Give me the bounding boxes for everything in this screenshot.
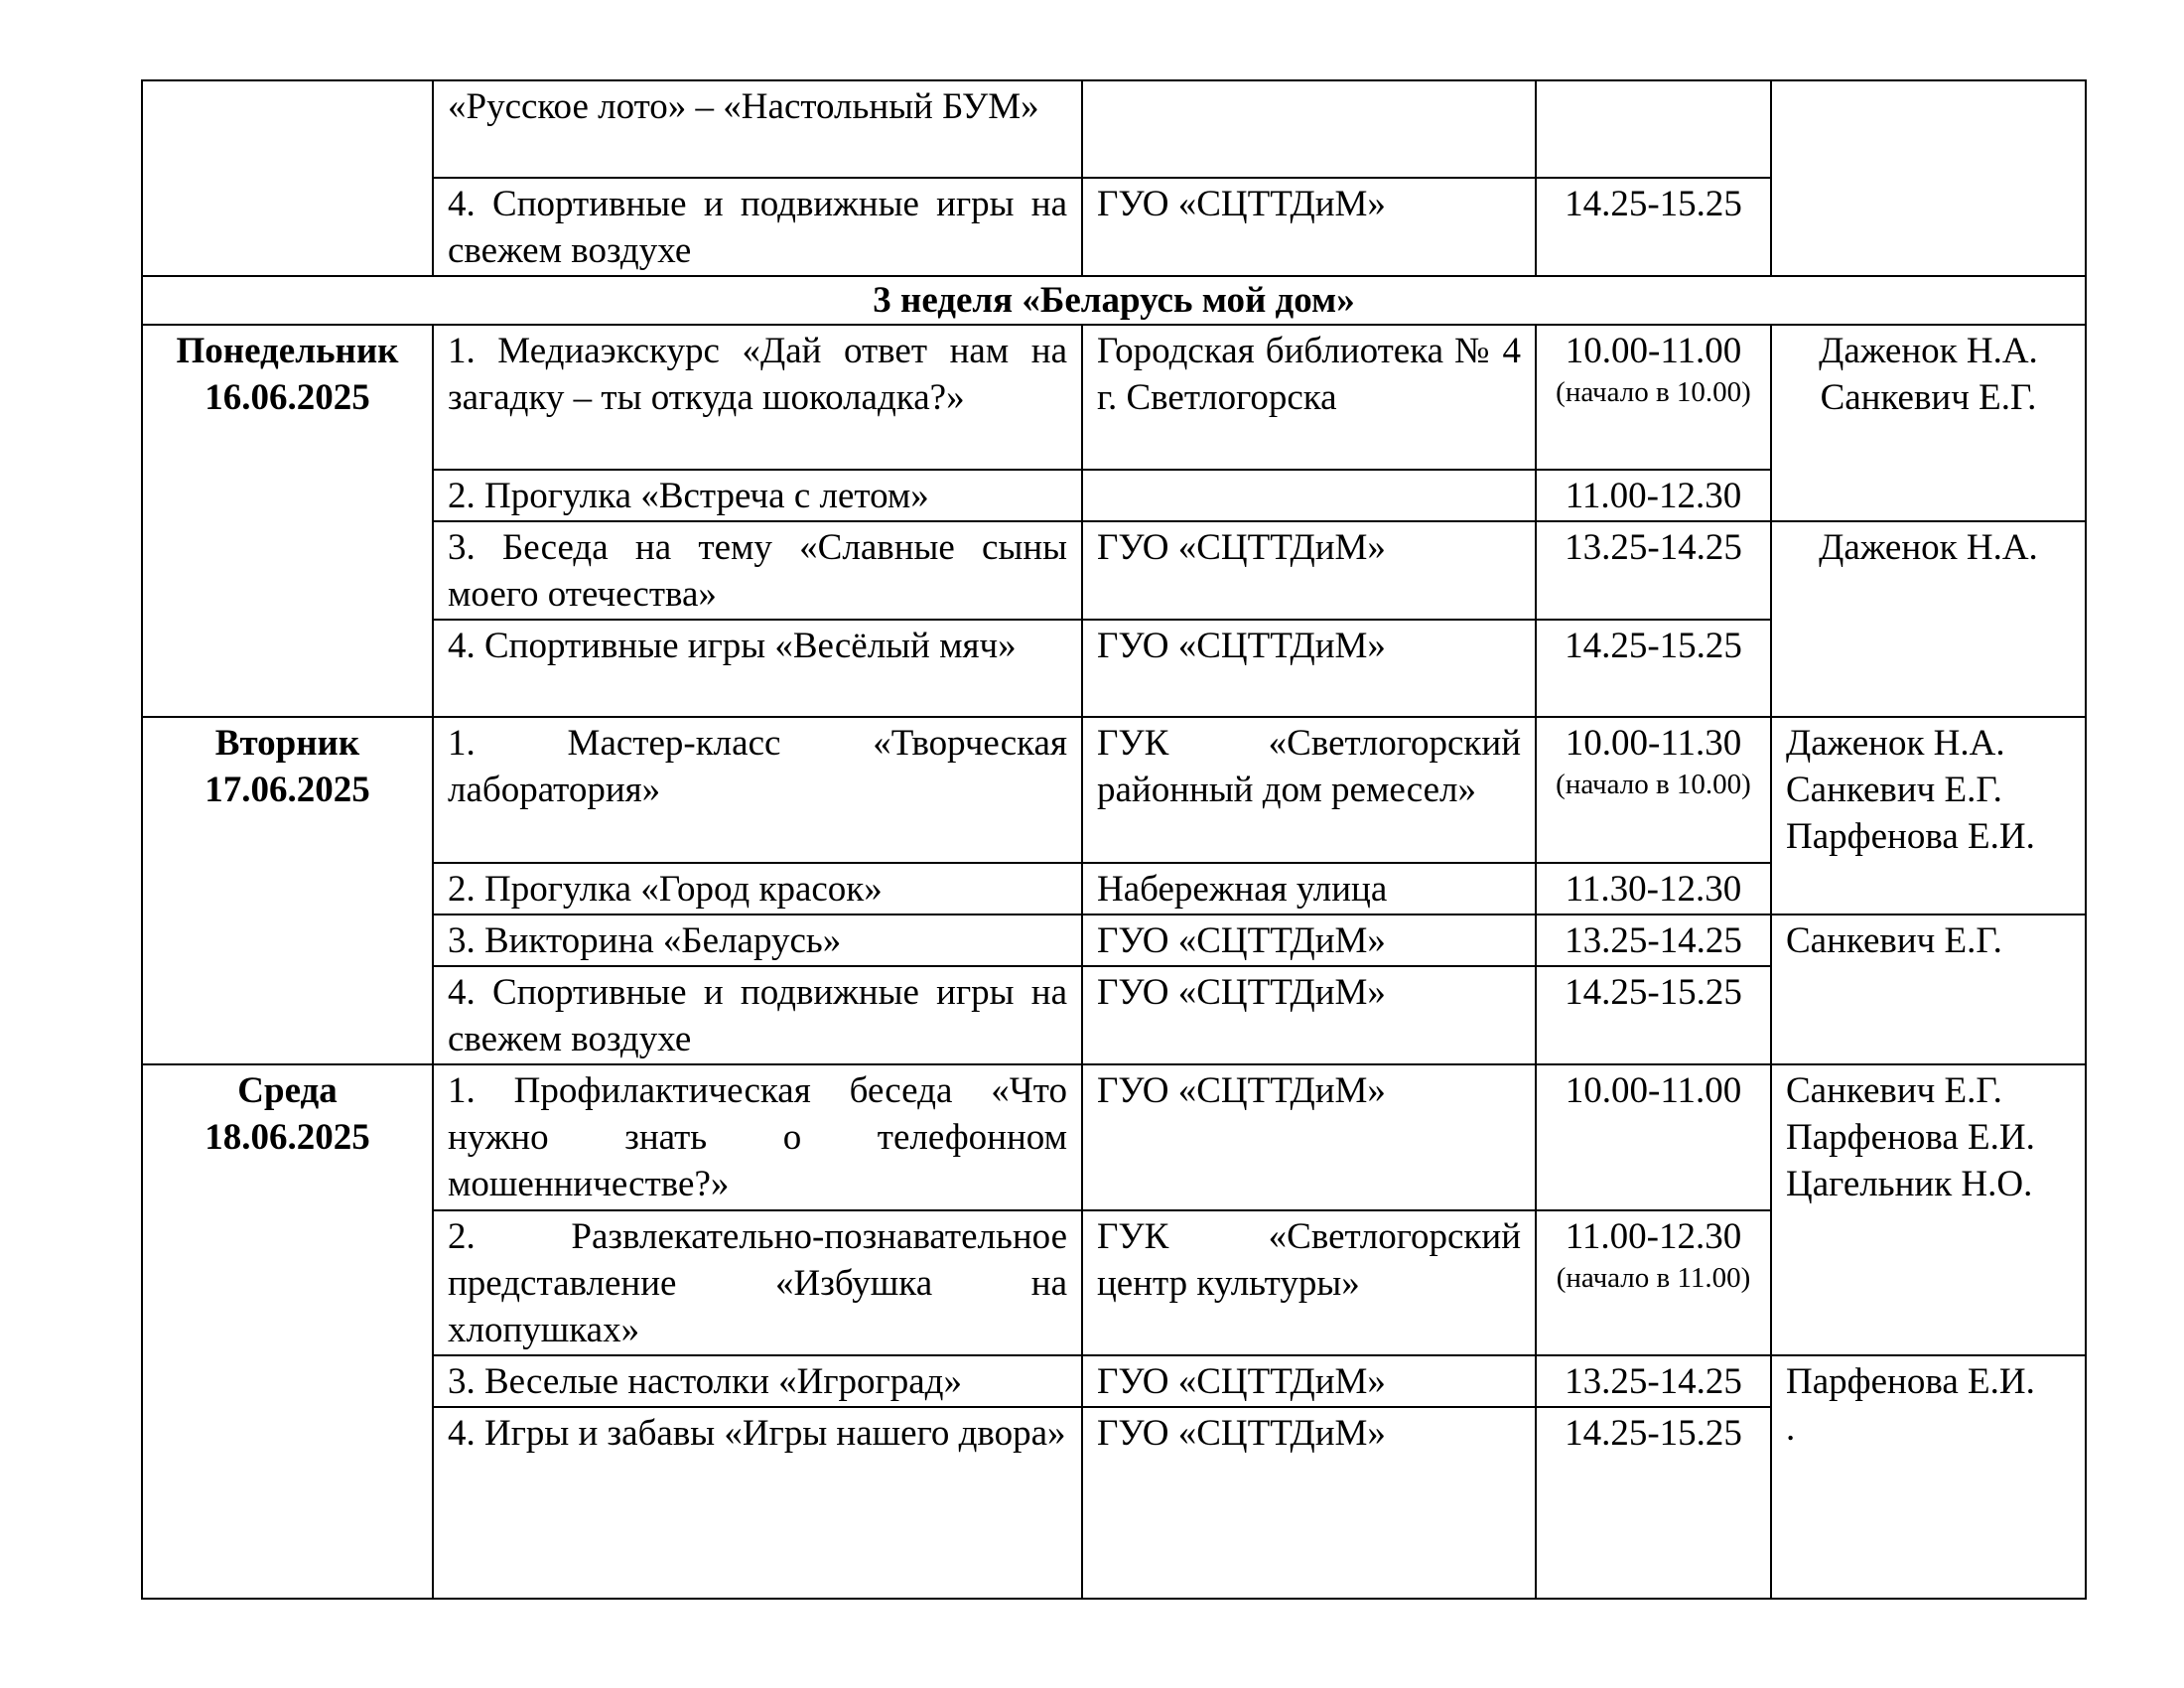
responsible-person: Парфенова Е.И. — [1786, 1117, 2035, 1158]
responsible-cell — [1771, 914, 2086, 1064]
activity-cell: 4. Спортивные и подвижные игры на свежем воздухе — [433, 966, 1082, 1064]
time-note: (начало в 11.00) — [1556, 1262, 1751, 1294]
time-range: 10.00-11.00 — [1565, 331, 1742, 371]
day-cell-tuesday — [142, 717, 433, 1064]
day-date: 17.06.2025 — [205, 770, 370, 810]
time-cell — [1536, 325, 1771, 470]
time-cell — [1536, 80, 1771, 178]
table-row — [142, 80, 2086, 178]
activity-cell: «Русское лото» – «Настольный БУМ» — [433, 80, 1082, 178]
activity-cell: 3. Викторина «Беларусь» — [433, 914, 1082, 966]
activity-cell: 4. Игры и забавы «Игры нашего двора» — [433, 1407, 1082, 1599]
day-name: Среда — [237, 1070, 338, 1111]
time-cell: 11.00-12.30 — [1536, 470, 1771, 521]
responsible-cell — [1771, 1355, 2086, 1599]
responsible-person: Санкевич Е.Г. — [1786, 1070, 2002, 1111]
time-note: (начало в 10.00) — [1556, 376, 1751, 408]
schedule-table — [141, 79, 2087, 1600]
responsible-cell-empty — [1771, 80, 2086, 276]
place-cell: ГУК «Светлогорский центр культуры» — [1082, 1210, 1536, 1355]
responsible-person: Цагельник Н.О. — [1786, 1164, 2033, 1204]
time-range: 11.00-12.30 — [1565, 1216, 1742, 1257]
activity-cell: 2. Прогулка «Город красок» — [433, 863, 1082, 914]
activity-cell: 1. Профилактическая беседа «Что нужно знать о телефонном мошенничестве?» — [433, 1064, 1082, 1210]
place-cell: ГУК «Светлогорский районный дом ремесел» — [1082, 717, 1536, 863]
place-cell — [1082, 80, 1536, 178]
place-cell: ГУО «СЦТТДиМ» — [1082, 1355, 1536, 1407]
time-cell: 14.25-15.25 — [1536, 178, 1771, 276]
time-cell: 13.25-14.25 — [1536, 914, 1771, 966]
time-cell — [1536, 717, 1771, 863]
trailing-mark: . — [1786, 1408, 1796, 1449]
responsible-person: Парфенова Е.И. — [1786, 816, 2035, 857]
responsible-person: Парфенова Е.И. — [1786, 1361, 2035, 1402]
day-name: Понедельник — [176, 331, 399, 371]
activity-cell: 2. Прогулка «Встреча с летом» — [433, 470, 1082, 521]
responsible-person: Санкевич Е.Г. — [1786, 920, 2002, 961]
place-cell — [1082, 470, 1536, 521]
table-row — [142, 325, 2086, 470]
table-row — [142, 1064, 2086, 1210]
responsible-person: Даженок Н.А. — [1819, 331, 2038, 371]
place-cell: ГУО «СЦТТДиМ» — [1082, 1407, 1536, 1599]
responsible-cell — [1771, 325, 2086, 521]
time-cell — [1536, 1210, 1771, 1355]
time-cell: 14.25-15.25 — [1536, 1407, 1771, 1599]
table-row — [142, 1355, 2086, 1407]
responsible-person: Даженок Н.А. — [1786, 723, 2005, 764]
activity-cell: 1. Медиаэкскурс «Дай ответ нам на загадку – ты откуда шоколадка?» — [433, 325, 1082, 470]
table-row — [142, 521, 2086, 620]
place-cell: ГУО «СЦТТДиМ» — [1082, 178, 1536, 276]
day-name: Вторник — [214, 723, 360, 764]
activity-cell: 3. Веселые настолки «Игроград» — [433, 1355, 1082, 1407]
place-cell: ГУО «СЦТТДиМ» — [1082, 966, 1536, 1064]
day-cell-monday — [142, 325, 433, 717]
responsible-person: Санкевич Е.Г. — [1786, 770, 2002, 810]
day-cell-wednesday — [142, 1064, 433, 1599]
place-cell: ГУО «СЦТТДиМ» — [1082, 1064, 1536, 1210]
time-cell: 10.00-11.00 — [1536, 1064, 1771, 1210]
responsible-person: Санкевич Е.Г. — [1820, 377, 2037, 418]
week-title-row — [142, 276, 2086, 325]
responsible-cell — [1771, 1064, 2086, 1355]
place-cell: Набережная улица — [1082, 863, 1536, 914]
activity-cell: 4. Спортивные игры «Весёлый мяч» — [433, 620, 1082, 717]
time-cell: 14.25-15.25 — [1536, 620, 1771, 717]
time-note: (начало в 10.00) — [1556, 769, 1751, 800]
time-cell: 13.25-14.25 — [1536, 521, 1771, 620]
week-title: 3 неделя «Беларусь мой дом» — [142, 276, 2086, 325]
place-cell: Городская библиотека № 4 г. Светлогорска — [1082, 325, 1536, 470]
place-cell: ГУО «СЦТТДиМ» — [1082, 620, 1536, 717]
time-cell: 13.25-14.25 — [1536, 1355, 1771, 1407]
place-cell: ГУО «СЦТТДиМ» — [1082, 521, 1536, 620]
time-range: 10.00-11.30 — [1565, 723, 1742, 764]
day-cell-empty — [142, 80, 433, 276]
activity-cell: 4. Спортивные и подвижные игры на свежем воздухе — [433, 178, 1082, 276]
day-date: 16.06.2025 — [205, 377, 370, 418]
place-cell: ГУО «СЦТТДиМ» — [1082, 914, 1536, 966]
activity-cell: 2. Развлекательно-познавательное представление «Избушка на хлопушках» — [433, 1210, 1082, 1355]
responsible-person: Даженок Н.А. — [1819, 527, 2038, 568]
time-cell: 14.25-15.25 — [1536, 966, 1771, 1064]
day-date: 18.06.2025 — [205, 1117, 370, 1158]
activity-cell: 3. Беседа на тему «Славные сыны моего отечества» — [433, 521, 1082, 620]
responsible-cell — [1771, 521, 2086, 717]
responsible-cell — [1771, 717, 2086, 914]
time-cell: 11.30-12.30 — [1536, 863, 1771, 914]
table-row — [142, 914, 2086, 966]
table-row — [142, 717, 2086, 863]
activity-cell: 1. Мастер-класс «Творческая лаборатория» — [433, 717, 1082, 863]
